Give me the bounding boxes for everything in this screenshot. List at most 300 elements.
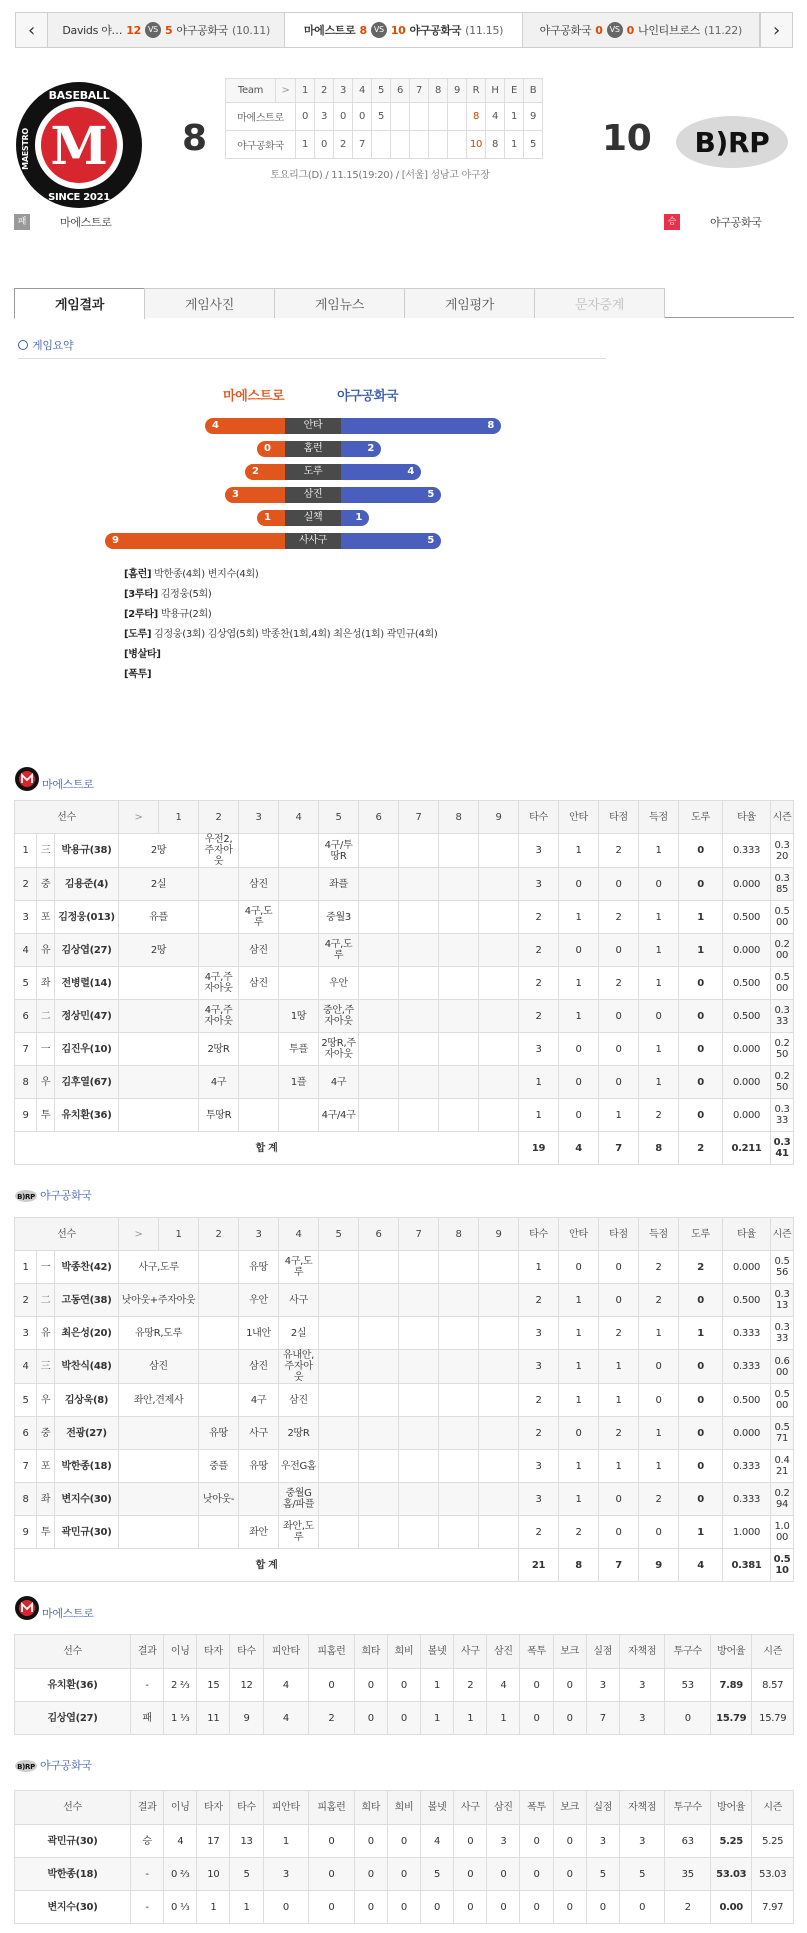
table-cell: 4구,도루	[279, 1251, 319, 1284]
ls-team: 야구공화국	[226, 131, 296, 159]
table-cell: 0	[309, 1825, 355, 1858]
table-header	[15, 1635, 794, 1669]
column-header: 폭투	[520, 1791, 553, 1825]
table-cell	[439, 1516, 479, 1549]
home-stat-bar: 2	[245, 464, 313, 480]
schedule-game-1[interactable]	[48, 13, 285, 47]
ls-cell: 1	[505, 103, 524, 131]
table-cell: 4구	[239, 1384, 279, 1417]
column-header: 2	[199, 801, 239, 834]
total-cell: 19	[519, 1132, 559, 1165]
home-team-name[interactable]: 마에스트로	[60, 216, 112, 229]
table-cell: 0.313	[771, 1284, 794, 1317]
table-cell: 5	[619, 1858, 665, 1891]
home-stat-bar: 4	[205, 418, 313, 434]
table-cell	[359, 1099, 399, 1132]
table-cell: 0	[559, 1066, 599, 1099]
table-cell: 3	[263, 1858, 309, 1891]
linescore-row-away	[226, 131, 543, 159]
table-cell: 2	[15, 1284, 37, 1317]
ls-head: E	[505, 79, 524, 103]
table-cell: 유플	[119, 901, 199, 934]
player-name[interactable]: 김상욱(8)	[55, 1384, 119, 1417]
stat-label: 홈런	[285, 441, 341, 457]
table-cell: 1땅	[279, 1000, 319, 1033]
column-header: 투구수	[665, 1635, 711, 1669]
table-cell	[479, 1350, 519, 1384]
table-cell: 0	[559, 868, 599, 901]
away-team-name[interactable]: 야구공화국	[710, 216, 762, 229]
ls-cell: 9	[524, 103, 543, 131]
table-cell: 포	[37, 901, 55, 934]
table-cell: 2땅	[119, 934, 199, 967]
table-cell: 3	[519, 1033, 559, 1066]
summary-bars	[0, 416, 807, 554]
table-cell: 4구/4구	[319, 1099, 359, 1132]
barp-logo-text: B)RP	[694, 126, 770, 159]
ls-cell: 7	[353, 131, 372, 159]
table-cell	[119, 1033, 199, 1066]
table-cell: 0.000	[723, 1417, 771, 1450]
table-cell: -	[131, 1858, 164, 1891]
table-cell: 유	[37, 934, 55, 967]
column-header: 타수	[519, 1218, 559, 1251]
detail-line	[124, 665, 438, 685]
schedule-bar	[15, 12, 793, 48]
player-name[interactable]: 정상민(47)	[55, 1000, 119, 1033]
column-header: 선수	[15, 801, 119, 834]
home-pitching-table	[14, 1634, 794, 1735]
table-cell: 중	[37, 1417, 55, 1450]
ls-cell: 5	[372, 103, 391, 131]
schedule-game-2[interactable]	[285, 13, 522, 47]
table-cell: 0.333	[723, 1317, 771, 1350]
table-cell: 一	[37, 1033, 55, 1066]
table-cell: 8.57	[752, 1669, 794, 1702]
ls-arrow-icon[interactable]: >	[276, 79, 296, 103]
table-cell: 三	[37, 834, 55, 868]
table-cell: 0	[599, 1251, 639, 1284]
table-cell: 53.03	[752, 1858, 794, 1891]
table-row	[15, 967, 794, 1000]
game-tabs	[14, 288, 794, 318]
tab-game-result[interactable]: 게임결과	[14, 288, 145, 319]
table-cell: -	[131, 1669, 164, 1702]
table-cell: 패	[131, 1702, 164, 1735]
table-cell: 0.250	[771, 1066, 794, 1099]
sched-home-score: 0	[595, 23, 603, 37]
table-cell: 0	[454, 1825, 487, 1858]
table-cell: 2땅R,주자아웃	[319, 1033, 359, 1066]
table-cell: 낫아웃-	[199, 1483, 239, 1516]
ls-runs: 10	[467, 131, 486, 159]
table-cell: 5	[586, 1858, 619, 1891]
inning-arrow-icon[interactable]: >	[119, 801, 159, 834]
table-cell	[119, 1099, 199, 1132]
player-name[interactable]: 김진우(10)	[55, 1033, 119, 1066]
table-cell: 3	[519, 834, 559, 868]
table-row	[15, 1384, 794, 1417]
table-cell	[399, 834, 439, 868]
table-cell: 4구,도루	[239, 901, 279, 934]
schedule-next-button[interactable]	[760, 13, 792, 47]
table-cell	[439, 1417, 479, 1450]
logo-letter: M	[50, 116, 108, 177]
table-cell: 유내안,주자아웃	[279, 1350, 319, 1384]
table-cell: 1	[599, 1350, 639, 1384]
player-name[interactable]: 김상엽(27)	[55, 934, 119, 967]
table-cell	[119, 1516, 199, 1549]
column-header: 피홈런	[309, 1791, 355, 1825]
table-cell	[439, 1384, 479, 1417]
player-name[interactable]: 김용준(4)	[55, 868, 119, 901]
detail-key: [도루]	[124, 629, 152, 640]
table-cell	[359, 1450, 399, 1483]
column-header: 3	[239, 1218, 279, 1251]
stat-row	[0, 531, 807, 554]
home-stat-bar: 3	[225, 487, 313, 503]
column-header: 4	[279, 801, 319, 834]
table-cell: 0.500	[723, 967, 771, 1000]
win-badge: 승	[664, 214, 680, 230]
table-cell: 투	[37, 1099, 55, 1132]
table-cell: 3	[15, 901, 37, 934]
table-row	[15, 1450, 794, 1483]
table-cell: 1	[559, 834, 599, 868]
sched-home-score: 12	[126, 23, 141, 37]
vs-badge: VS	[371, 22, 387, 38]
table-cell: 1	[679, 1516, 723, 1549]
table-cell	[479, 1033, 519, 1066]
column-header: 피홈런	[309, 1635, 355, 1669]
ls-cell	[448, 103, 467, 131]
detail-value: 박용규(2회)	[160, 609, 212, 620]
table-cell	[119, 967, 199, 1000]
table-cell: 4구	[319, 1066, 359, 1099]
detail-line	[124, 625, 438, 645]
table-cell	[319, 1251, 359, 1284]
table-cell: 0	[679, 1000, 723, 1033]
table-cell: 7.97	[752, 1891, 794, 1924]
table-cell: 7	[586, 1702, 619, 1735]
pitcher-name[interactable]: 유치환(36)	[15, 1669, 131, 1702]
table-row	[15, 901, 794, 934]
table-cell: 우전2,주자아웃	[199, 834, 239, 868]
table-cell: 2	[599, 901, 639, 934]
table-cell: 2	[519, 1417, 559, 1450]
table-cell: 0.421	[771, 1450, 794, 1483]
table-cell: 35	[665, 1858, 711, 1891]
table-cell: 0	[354, 1702, 387, 1735]
table-row	[15, 1066, 794, 1099]
barp-mini-logo	[14, 1189, 38, 1203]
total-cell: 4	[559, 1132, 599, 1165]
column-header: 투구수	[665, 1791, 711, 1825]
column-header: 도루	[679, 801, 723, 834]
table-cell: 一	[37, 1251, 55, 1284]
table-cell	[239, 1099, 279, 1132]
table-row	[15, 1350, 794, 1384]
detail-key: [폭투]	[124, 669, 152, 680]
table-cell: 0.571	[771, 1417, 794, 1450]
sched-home-name: 야구공화국	[539, 24, 592, 37]
table-cell: 1	[559, 1384, 599, 1417]
table-cell: 1	[454, 1702, 487, 1735]
total-cell: 2	[679, 1132, 723, 1165]
detail-line	[124, 605, 438, 625]
total-cell: 0.211	[723, 1132, 771, 1165]
table-cell: 0	[639, 1350, 679, 1384]
column-header: 1	[159, 801, 199, 834]
player-name[interactable]: 김후열(67)	[55, 1066, 119, 1099]
table-cell: 0.200	[771, 934, 794, 967]
table-cell: 0.320	[771, 834, 794, 868]
table-cell	[359, 1251, 399, 1284]
column-header: 2	[199, 1218, 239, 1251]
table-cell: 0	[354, 1858, 387, 1891]
table-cell: 二	[37, 1000, 55, 1033]
ls-cell	[410, 131, 429, 159]
table-cell: 13	[230, 1825, 263, 1858]
tab-game-rating[interactable]: 게임평가	[404, 288, 535, 318]
linescore-table	[225, 78, 543, 159]
table-cell: 10	[197, 1858, 230, 1891]
ls-cell: 0	[296, 103, 315, 131]
table-cell: 0	[599, 1483, 639, 1516]
ls-head: 6	[391, 79, 410, 103]
table-cell	[199, 1350, 239, 1384]
total-cell: 4	[679, 1549, 723, 1582]
table-cell: 2 ⅔	[164, 1669, 197, 1702]
table-cell: 0	[599, 1066, 639, 1099]
player-name[interactable]: 박한종(18)	[55, 1450, 119, 1483]
player-name[interactable]: 박용규(38)	[55, 834, 119, 868]
inning-arrow-icon[interactable]: >	[119, 1218, 159, 1251]
pitcher-name[interactable]: 박한종(18)	[15, 1858, 131, 1891]
table-cell: 11	[197, 1702, 230, 1735]
table-cell: 1	[559, 1317, 599, 1350]
sched-date: (11.15)	[465, 23, 504, 37]
table-cell: 0	[679, 834, 723, 868]
table-cell: 0	[553, 1858, 586, 1891]
table-cell: 0	[520, 1702, 553, 1735]
table-cell	[199, 868, 239, 901]
player-name[interactable]: 최은성(20)	[55, 1317, 119, 1350]
schedule-game-3[interactable]	[523, 13, 760, 47]
tab-game-photos[interactable]: 게임사진	[144, 288, 275, 318]
table-cell	[399, 1284, 439, 1317]
table-cell: 3	[586, 1825, 619, 1858]
table-cell: 4구/투땅R	[319, 834, 359, 868]
table-cell: 0	[387, 1702, 420, 1735]
table-cell: 0	[421, 1891, 454, 1924]
tab-game-news[interactable]: 게임뉴스	[274, 288, 405, 318]
column-header: 선수	[15, 1791, 131, 1825]
table-cell: 0	[599, 1284, 639, 1317]
column-header: 시즌	[771, 801, 794, 834]
table-cell: 5.25	[752, 1825, 794, 1858]
table-cell: 6	[15, 1417, 37, 1450]
table-cell: 좌플	[319, 868, 359, 901]
table-header	[15, 1791, 794, 1825]
table-cell: 0	[487, 1891, 520, 1924]
table-cell: 2	[454, 1669, 487, 1702]
table-cell: 3	[15, 1317, 37, 1350]
table-cell: 2	[679, 1251, 723, 1284]
column-header: 5	[319, 801, 359, 834]
total-cell: 8	[639, 1132, 679, 1165]
table-cell: 0.500	[771, 1384, 794, 1417]
table-cell: 0	[599, 1516, 639, 1549]
pitcher-name[interactable]: 변지수(30)	[15, 1891, 131, 1924]
table-cell: 유땅	[239, 1251, 279, 1284]
ls-head: 2	[315, 79, 334, 103]
table-cell	[319, 1350, 359, 1384]
column-header: 보크	[553, 1635, 586, 1669]
sched-away-name: 야구공화국	[176, 24, 228, 37]
table-cell	[199, 934, 239, 967]
player-name[interactable]: 전광(27)	[55, 1417, 119, 1450]
player-name[interactable]: 유치환(36)	[55, 1099, 119, 1132]
table-cell	[439, 1317, 479, 1350]
table-cell	[479, 934, 519, 967]
summary-title-text: 게임요약	[32, 339, 74, 352]
table-cell: 중	[37, 868, 55, 901]
table-cell: 중안,주자아웃	[319, 1000, 359, 1033]
home-stat-bar: 9	[105, 533, 313, 549]
table-cell	[359, 1066, 399, 1099]
table-cell: 0	[559, 1417, 599, 1450]
detail-key: [2루타]	[124, 609, 158, 620]
table-cell: 유땅	[239, 1450, 279, 1483]
away-stat-bar: 4	[313, 464, 421, 480]
table-cell: 3	[519, 1350, 559, 1384]
table-header	[15, 1218, 794, 1251]
sched-date: (11.22)	[703, 23, 742, 37]
table-cell	[359, 1317, 399, 1350]
schedule-prev-button[interactable]	[16, 13, 48, 47]
away-stat-bar: 8	[313, 418, 501, 434]
pitcher-name[interactable]: 곽민규(30)	[15, 1825, 131, 1858]
column-header: 삼진	[487, 1791, 520, 1825]
table-cell	[199, 901, 239, 934]
column-header: 이닝	[164, 1635, 197, 1669]
table-cell: 0	[520, 1669, 553, 1702]
column-header: 5	[319, 1218, 359, 1251]
table-cell: 4	[164, 1825, 197, 1858]
table-row	[15, 1891, 794, 1924]
column-header: 실점	[586, 1791, 619, 1825]
ls-cell: 0	[334, 103, 353, 131]
table-cell: 좌	[37, 1483, 55, 1516]
table-cell: 1	[559, 1000, 599, 1033]
column-header: 폭투	[520, 1635, 553, 1669]
column-header: 타율	[723, 801, 771, 834]
table-cell: 투플	[279, 1033, 319, 1066]
table-cell: 1	[421, 1702, 454, 1735]
table-cell: 0	[520, 1825, 553, 1858]
home-batting-head	[14, 766, 94, 792]
table-cell	[439, 1483, 479, 1516]
player-name[interactable]: 김정웅(013)	[55, 901, 119, 934]
player-name[interactable]: 곽민규(30)	[55, 1516, 119, 1549]
table-cell	[359, 934, 399, 967]
table-cell: 1	[197, 1891, 230, 1924]
table-cell: 二	[37, 1284, 55, 1317]
table-cell	[479, 868, 519, 901]
ls-cell: 8	[486, 131, 505, 159]
table-cell: 사구	[279, 1284, 319, 1317]
table-cell: 0	[309, 1891, 355, 1924]
table-cell: 1	[519, 1099, 559, 1132]
table-cell: 투땅R	[199, 1099, 239, 1132]
table-cell: 4구,주자아웃	[199, 1000, 239, 1033]
table-cell	[279, 901, 319, 934]
player-name[interactable]: 박찬식(48)	[55, 1350, 119, 1384]
table-row	[15, 1000, 794, 1033]
table-cell: 63	[665, 1825, 711, 1858]
total-cell: 7	[599, 1549, 639, 1582]
table-cell	[399, 1450, 439, 1483]
vs-badge: VS	[145, 22, 161, 38]
table-cell: 우안	[319, 967, 359, 1000]
away-batting-table	[14, 1217, 794, 1582]
table-cell: 0.500	[723, 901, 771, 934]
barp-mini-logo	[14, 1759, 38, 1773]
table-cell: 5	[230, 1858, 263, 1891]
column-header: 시즌	[771, 1218, 794, 1251]
ls-head: 9	[448, 79, 467, 103]
table-cell: 1	[599, 1450, 639, 1483]
table-cell: 3	[519, 1483, 559, 1516]
ls-cell: 5	[524, 131, 543, 159]
detail-key: [3루타]	[124, 589, 158, 600]
table-cell	[319, 1417, 359, 1450]
column-header: 자책점	[619, 1635, 665, 1669]
table-cell: 0	[639, 1516, 679, 1549]
table-cell	[359, 1000, 399, 1033]
column-header: 선수	[15, 1635, 131, 1669]
barp-logo	[674, 112, 790, 172]
table-cell: 0	[263, 1891, 309, 1924]
table-cell: 1	[639, 1033, 679, 1066]
player-name[interactable]: 전병렬(14)	[55, 967, 119, 1000]
table-cell: 1	[559, 901, 599, 934]
table-cell: 3	[619, 1825, 665, 1858]
pitcher-name[interactable]: 김상엽(27)	[15, 1702, 131, 1735]
table-cell: 1내안	[239, 1317, 279, 1350]
table-cell	[399, 934, 439, 967]
table-cell: 1	[639, 1450, 679, 1483]
vs-badge: VS	[607, 22, 623, 38]
table-cell	[439, 934, 479, 967]
ls-head: R	[467, 79, 486, 103]
table-cell	[479, 1284, 519, 1317]
player-name[interactable]: 변지수(30)	[55, 1483, 119, 1516]
table-cell: 0.000	[723, 868, 771, 901]
player-name[interactable]: 박종찬(42)	[55, 1251, 119, 1284]
table-cell: 0.333	[723, 1450, 771, 1483]
total-cell: 9	[639, 1549, 679, 1582]
table-cell	[239, 1033, 279, 1066]
ls-cell: 3	[315, 103, 334, 131]
column-header: 결과	[131, 1635, 164, 1669]
table-cell: 2	[519, 1516, 559, 1549]
player-name[interactable]: 고동연(38)	[55, 1284, 119, 1317]
column-header: 실점	[586, 1635, 619, 1669]
table-cell: 2	[519, 1284, 559, 1317]
maestro-mini-logo	[14, 1595, 40, 1621]
